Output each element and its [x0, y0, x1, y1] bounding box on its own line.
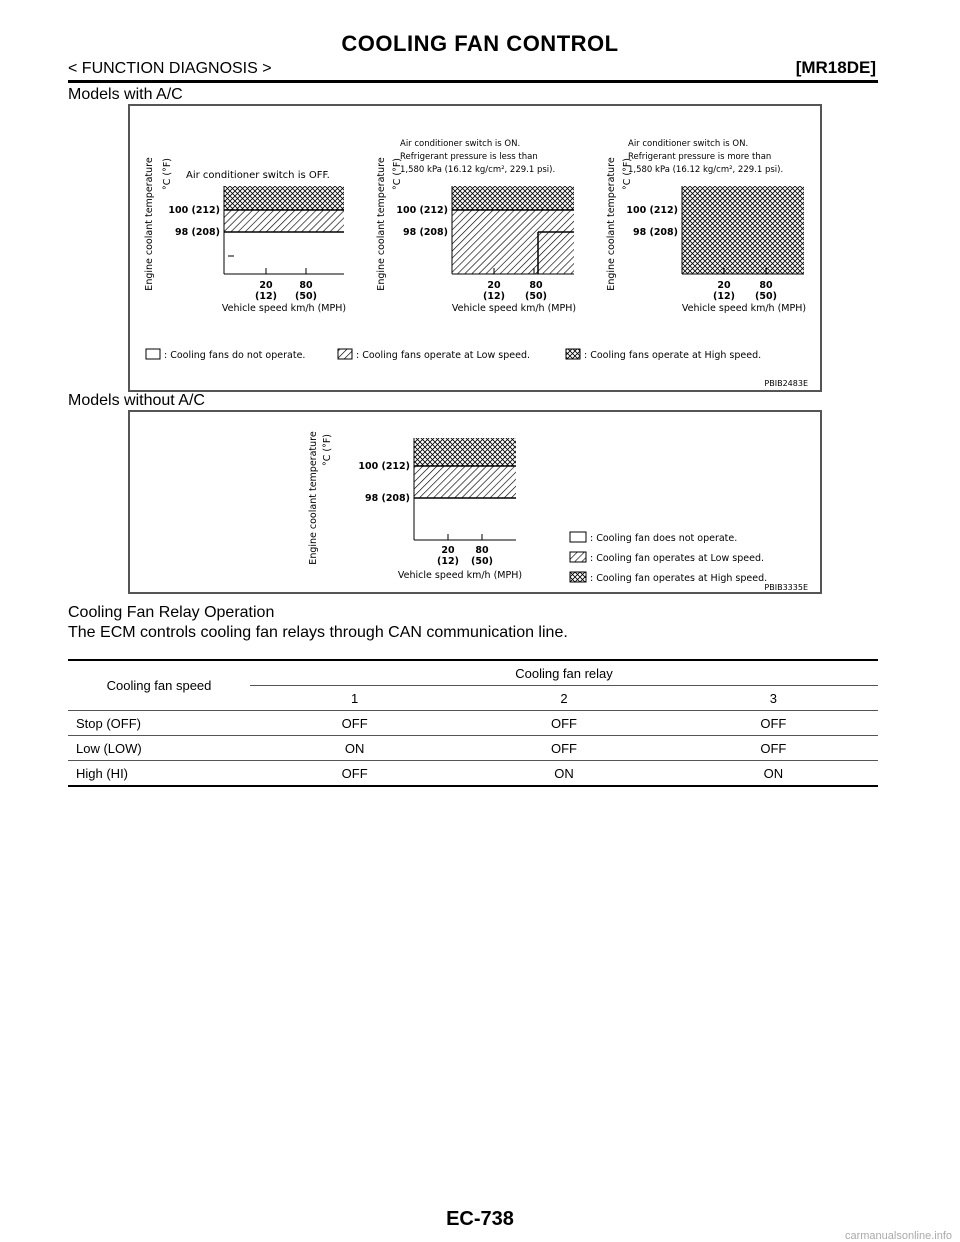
tick-98-208: 98 (208): [174, 227, 220, 238]
watermark: carmanualsonline.info: [844, 1230, 952, 1242]
legend-swatch-low: [338, 349, 352, 359]
x-tick-12: (12): [483, 291, 505, 302]
x-tick-20: 20: [717, 280, 731, 291]
legend-swatch-off: [146, 349, 160, 359]
x-tick-50: (50): [755, 291, 777, 302]
panel-ac-on-high-pressure: [606, 139, 806, 314]
x-tick-20: 20: [441, 545, 455, 556]
region-high-speed: [682, 186, 804, 274]
legend-with-ac: [146, 349, 761, 361]
header-cooling-fan-relay: Cooling fan relay: [250, 660, 878, 686]
table-row: Stop (OFF) OFF OFF OFF: [68, 711, 878, 736]
figure-with-ac: [128, 104, 822, 392]
y-axis-label: Engine coolant temperature: [606, 157, 617, 291]
header-rule: [68, 80, 878, 83]
legend-high-text: : Cooling fan operates at High speed.: [590, 573, 768, 584]
x-axis-label: Vehicle speed km/h (MPH): [451, 303, 577, 314]
panel3-note-line2: Refrigerant pressure is more than: [628, 152, 772, 162]
tick-100-212: 100 (212): [168, 205, 220, 216]
region-high-speed: [452, 186, 574, 210]
legend-swatch-high: [570, 572, 586, 582]
y-axis-label: Engine coolant temperature: [376, 157, 387, 291]
x-tick-50: (50): [471, 556, 493, 567]
relay-table: [68, 659, 878, 787]
panel3-note-line1: Air conditioner switch is ON.: [628, 139, 749, 149]
x-axis-label: Vehicle speed km/h (MPH): [221, 303, 347, 314]
legend-swatch-high: [566, 349, 580, 359]
table-row: High (HI) OFF ON ON: [68, 761, 878, 787]
x-tick-12: (12): [255, 291, 277, 302]
y-axis-label: Engine coolant temperature: [144, 157, 155, 291]
tick-100-212: 100 (212): [358, 461, 410, 472]
y-unit-label: °C (°F): [392, 157, 403, 191]
figure-code: PBIB3335E: [764, 583, 808, 592]
legend-off-text: : Cooling fans do not operate.: [164, 350, 306, 361]
region-high-speed: [414, 438, 516, 466]
panel2-note-line3: 1,580 kPa (16.12 kg/cm², 229.1 psi).: [400, 165, 556, 175]
panel-ac-off: [144, 157, 346, 314]
x-tick-80: 80: [759, 280, 773, 291]
figure-without-ac-svg: [130, 412, 820, 592]
figure-ac-caption: Models with A/C: [68, 86, 183, 103]
x-tick-50: (50): [295, 291, 317, 302]
figure-noac-caption: Models without A/C: [68, 392, 205, 409]
y-axis-label: Engine coolant temperature: [308, 431, 319, 565]
panel2-note-line1: Air conditioner switch is ON.: [400, 139, 521, 149]
header-relay-2: 2: [459, 686, 668, 711]
panel-ac-on-low-pressure: [376, 139, 576, 314]
region-high-speed: [224, 186, 344, 210]
region-low-speed: [224, 210, 344, 232]
legend-swatch-off: [570, 532, 586, 542]
y-unit-label: °C (°F): [162, 157, 173, 191]
legend-low-text: : Cooling fan operates at Low speed.: [590, 553, 765, 564]
panel1-note: Air conditioner switch is OFF.: [186, 170, 330, 181]
y-unit-label: °C (°F): [622, 157, 633, 191]
section-body: The ECM controls cooling fan relays through CAN communication line.: [68, 624, 568, 641]
engine-model-label: [MR18DE]: [795, 58, 876, 77]
x-tick-80: 80: [475, 545, 489, 556]
x-axis-label: Vehicle speed km/h (MPH): [681, 303, 807, 314]
figure-without-ac: [128, 410, 822, 594]
section-heading: Cooling Fan Relay Operation: [68, 604, 275, 621]
x-tick-12: (12): [713, 291, 735, 302]
tick-98-208: 98 (208): [402, 227, 448, 238]
figure-code: PBIB2483E: [764, 379, 808, 388]
x-tick-20: 20: [487, 280, 501, 291]
panel2-note-line2: Refrigerant pressure is less than: [400, 152, 538, 162]
y-unit-label: °C (°F): [322, 433, 333, 467]
page-title: COOLING FAN CONTROL: [341, 31, 619, 56]
region-low-speed: [452, 210, 574, 274]
region-low-speed: [414, 466, 516, 498]
section-label: < FUNCTION DIAGNOSIS >: [68, 60, 272, 77]
tick-100-212: 100 (212): [626, 205, 678, 216]
legend-off-text: : Cooling fan does not operate.: [590, 533, 738, 544]
tick-98-208: 98 (208): [364, 493, 410, 504]
header-relay-3: 3: [669, 686, 878, 711]
tick-98-208: 98 (208): [632, 227, 678, 238]
table-row: Low (LOW) ON OFF OFF: [68, 736, 878, 761]
tick-100-212: 100 (212): [396, 205, 448, 216]
x-tick-50: (50): [525, 291, 547, 302]
x-tick-80: 80: [529, 280, 543, 291]
x-axis-label: Vehicle speed km/h (MPH): [397, 570, 523, 581]
x-tick-20: 20: [259, 280, 273, 291]
figure-with-ac-svg: [130, 106, 820, 390]
header-cooling-fan-speed: Cooling fan speed: [68, 660, 250, 711]
legend-low-text: : Cooling fans operate at Low speed.: [356, 350, 531, 361]
x-tick-80: 80: [299, 280, 313, 291]
legend-without-ac: [570, 532, 767, 584]
legend-high-text: : Cooling fans operate at High speed.: [584, 350, 762, 361]
page-number: EC-738: [446, 1208, 514, 1230]
x-tick-12: (12): [437, 556, 459, 567]
legend-swatch-low: [570, 552, 586, 562]
panel3-note-line3: 1,580 kPa (16.12 kg/cm², 229.1 psi).: [628, 165, 784, 175]
header-relay-1: 1: [250, 686, 459, 711]
